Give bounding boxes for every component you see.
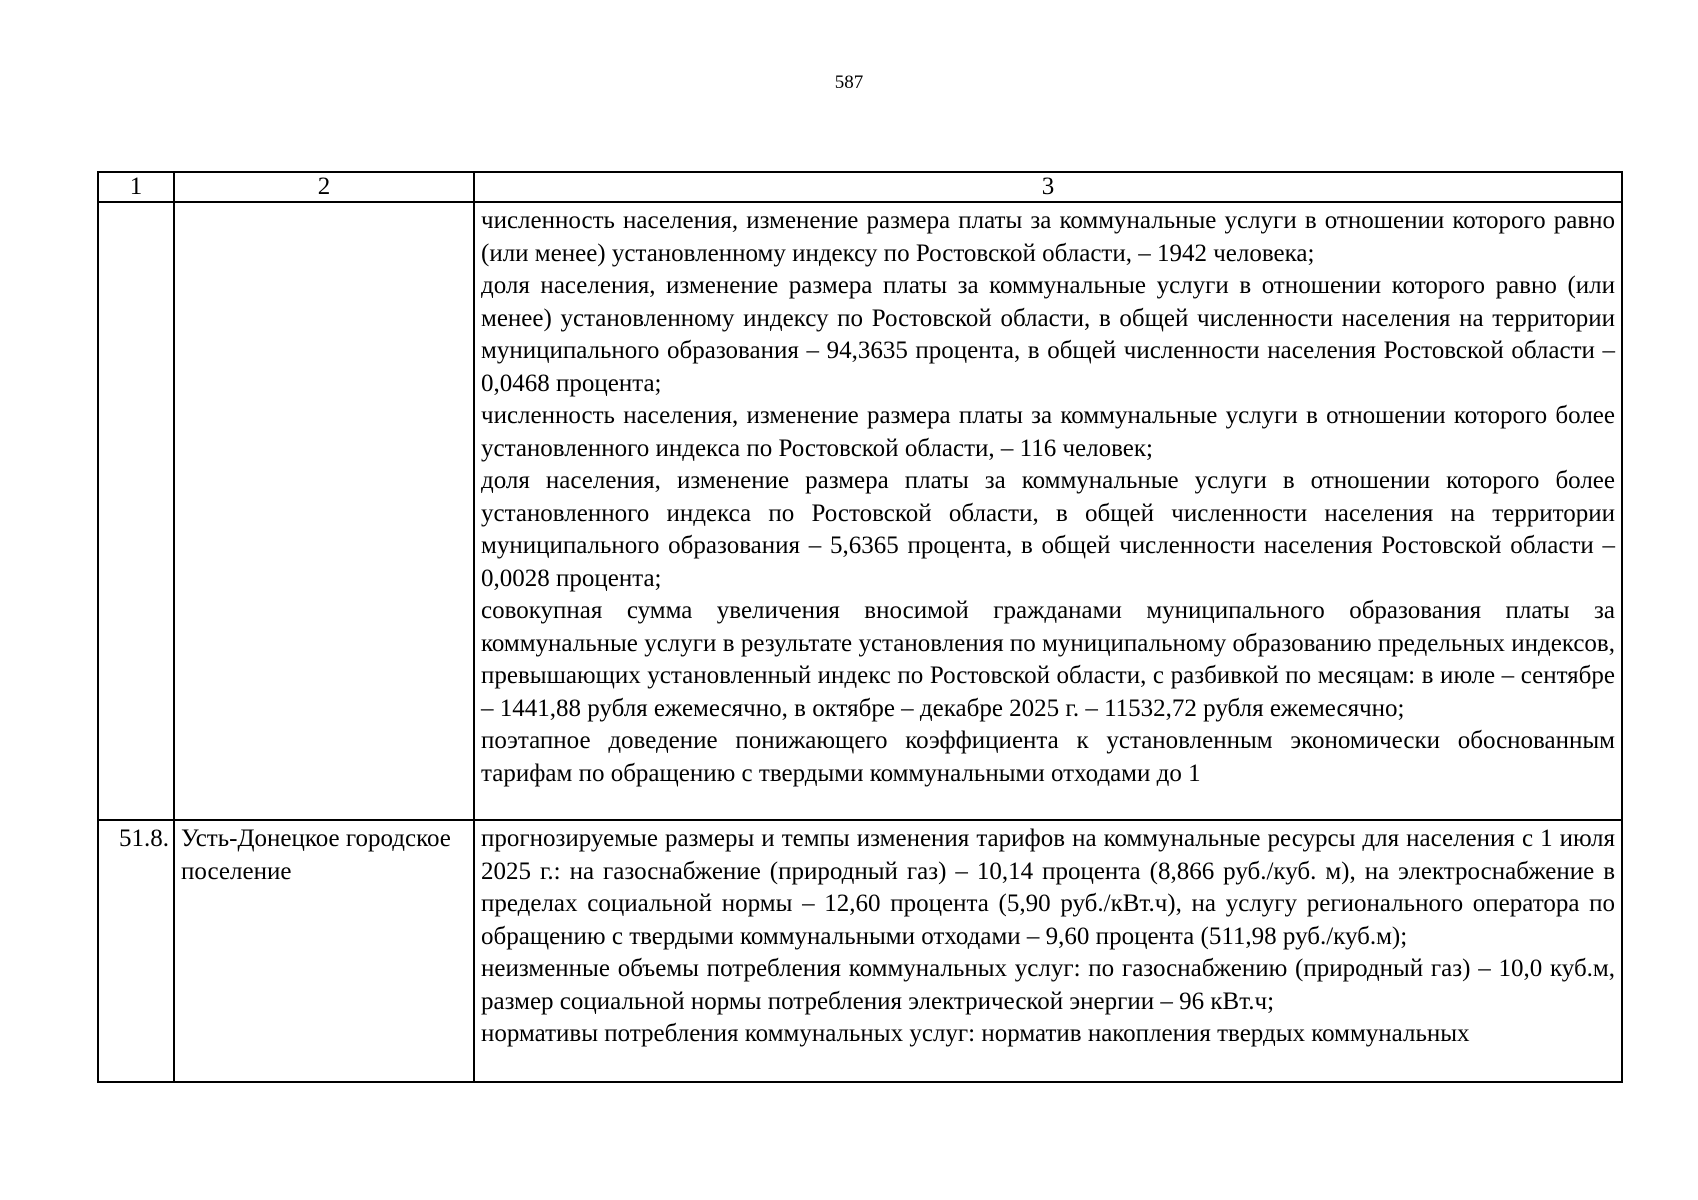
- header-col-1: 1: [98, 172, 174, 202]
- paragraph: численность населения, изменение размера платы за коммунальные услуги в отношении которого равно (или менее) установленному индексу по Ростовской области, – 1942 человека;: [481, 207, 1615, 267]
- header-col-3: 3: [474, 172, 1622, 202]
- row-number-cell: [98, 202, 174, 820]
- paragraph: поэтапное доведение понижающего коэффициента к установленным экономически обоснованным тарифам по обращению с твердыми коммунальными отходами до 1: [481, 727, 1615, 787]
- table-row-continuation: [98, 202, 1622, 820]
- paragraph: численность населения, изменение размера платы за коммунальные услуги в отношении которого более установленного индекса по Ростовской области, – 116 человек;: [481, 402, 1615, 462]
- table-header-row: [98, 172, 1622, 202]
- municipality-cell: [174, 202, 474, 820]
- paragraph: доля населения, изменение размера платы за коммунальные услуги в отношении которого более установленного индекса по Ростовской области, в общей численности населения на территории муниципального образования – 5,6365 процента, в общей численности населения Ростовской области – 0,0028 процента;: [481, 467, 1615, 592]
- paragraph: неизменные объемы потребления коммунальных услуг: по газоснабжению (природный газ) – 10,0 куб.м, размер социальной нормы потребления электрической энергии – 96 кВт.ч;: [481, 955, 1615, 1015]
- indicators-cell: [474, 820, 1622, 1082]
- data-table: [97, 171, 1623, 1083]
- paragraph: нормативы потребления коммунальных услуг: норматив накопления твердых коммунальных: [481, 1020, 1470, 1047]
- page-number: 587: [834, 72, 864, 93]
- paragraph: прогнозируемые размеры и темпы изменения тарифов на коммунальные ресурсы для населения с 1 июля 2025 г.: на газоснабжение (природный газ) – 10,14 процента (8,866 руб./куб. м), на электроснабжение в пределах социальной нормы – 12,60 процента (5,90 руб./кВт.ч), на услугу регионального оператора по обращению с твердыми коммунальными отходами – 9,60 процента (511,98 руб./куб.м);: [481, 825, 1615, 950]
- table-row-51-8: [98, 820, 1622, 1082]
- paragraph: доля населения, изменение размера платы за коммунальные услуги в отношении которого равно (или менее) установленному индексу по Ростовской области, в общей численности населения на территории муниципального образования – 94,3635 процента, в общей численности населения Ростовской области – 0,0468 процента;: [481, 272, 1615, 397]
- header-col-2: 2: [174, 172, 474, 202]
- municipality-cell: Усть-Донецкое городское поселение: [174, 820, 474, 1082]
- row-number-cell: 51.8.: [98, 820, 174, 1082]
- paragraph: совокупная сумма увеличения вносимой гражданами муниципального образования платы за коммунальные услуги в результате установления по муниципальному образованию предельных индексов, превышающих установленный индекс по Ростовской области, с разбивкой по месяцам: в июле – сентябре – 1441,88 рубля ежемесячно, в октябре – декабре 2025 г. – 11532,72 рубля ежемесячно;: [481, 597, 1615, 722]
- indicators-cell: [474, 202, 1622, 820]
